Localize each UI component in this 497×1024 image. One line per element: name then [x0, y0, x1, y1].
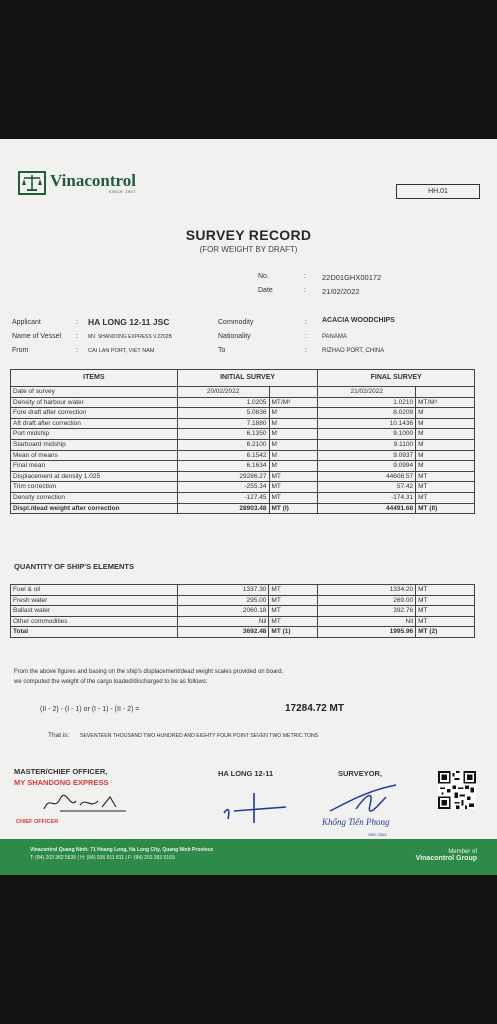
initial-value: 6.1350: [177, 429, 269, 440]
footer-member-line1: Member of: [448, 849, 477, 855]
table-header-row: [11, 370, 475, 387]
table-row: [11, 397, 475, 408]
final-unit: M: [416, 429, 475, 440]
row-item: Aft draft after correction: [11, 418, 178, 429]
statement-line-1: From the above figures and basing on the ship's displacement/dead weight scales provided on board,: [14, 669, 284, 675]
table-row: [11, 503, 475, 514]
from-label: From: [12, 347, 29, 354]
final-value: 269.00: [318, 595, 416, 606]
qr-code: [438, 771, 476, 809]
final-unit: MT (2): [416, 627, 475, 638]
final-unit: [416, 387, 475, 398]
commodity-value: ACACIA WOODCHIPS: [322, 317, 395, 324]
initial-unit: M: [269, 418, 318, 429]
initial-unit: MT/M³: [269, 397, 318, 408]
row-item: Fresh water: [11, 595, 178, 606]
row-item: Mean of means: [11, 450, 178, 461]
record-date: 21/02/2022: [322, 287, 360, 296]
final-unit: MT/M³: [416, 397, 475, 408]
final-value: 1334.20: [318, 585, 416, 596]
initial-value: 1.0205: [177, 397, 269, 408]
final-unit: MT: [416, 492, 475, 503]
brand-name: Vinacontrol: [50, 171, 136, 190]
final-value: 21/02/2022: [318, 387, 416, 398]
initial-unit: MT: [269, 616, 318, 627]
table-row: [11, 429, 475, 440]
table-row: [11, 471, 475, 482]
initial-value: 7.1880: [177, 418, 269, 429]
final-value: Nil: [318, 616, 416, 627]
brand-logo: [18, 171, 136, 195]
row-item: Port midship: [11, 429, 178, 440]
header-items: ITEMS: [11, 370, 178, 387]
final-value: 8.0209: [318, 408, 416, 419]
table-row: [11, 616, 475, 627]
row-item: Displacement at density 1.025: [11, 471, 178, 482]
row-item: Other commodities: [11, 616, 178, 627]
initial-value: Nil: [177, 616, 269, 627]
table-row: [11, 408, 475, 419]
surveyor-signature: [326, 783, 406, 815]
initial-value: 3692.48: [177, 627, 269, 638]
row-item: Density correction: [11, 492, 178, 503]
brand-since: SINCE 1957: [108, 189, 136, 194]
header-initial-survey: INITIAL SURVEY: [177, 370, 318, 387]
initial-value: 295.00: [177, 595, 269, 606]
initial-unit: M: [269, 408, 318, 419]
final-value: 392.76: [318, 606, 416, 617]
footer-member: [416, 849, 477, 862]
footer-member-line2: Vinacontrol Group: [415, 855, 477, 862]
final-value: 9.0937: [318, 450, 416, 461]
master-stamp: MY SHANDONG EXPRESS: [14, 778, 109, 787]
cargo-weight-result: 17284.72 MT: [285, 703, 344, 714]
row-item: Fore draft after correction: [11, 408, 178, 419]
table-row: [11, 461, 475, 472]
form-code: HH.01: [396, 184, 480, 199]
final-value: 10.1436: [318, 418, 416, 429]
initial-value: 5.0836: [177, 408, 269, 419]
footer-bar: [0, 839, 497, 875]
initial-value: 1337.30: [177, 585, 269, 596]
initial-value: 20/02/2022: [177, 387, 269, 398]
master-role: CHIEF OFFICER: [16, 819, 59, 825]
to-value: RIZHAO PORT, CHINA: [322, 348, 385, 354]
row-item: Trim correction: [11, 482, 178, 493]
table-row: [11, 627, 475, 638]
record-number: 22D01GHX00172: [322, 273, 382, 282]
row-item: Density of harbour water: [11, 397, 178, 408]
final-unit: MT (II): [416, 503, 475, 514]
final-unit: MT: [416, 585, 475, 596]
final-unit: MT: [416, 595, 475, 606]
nationality-label: Nationality: [218, 333, 251, 340]
row-item: Starboard midship: [11, 439, 178, 450]
vessel-value: MV. SHANDONG EXPRESS V.2202B: [88, 334, 172, 340]
footer-address: Vinacontrol Quang Ninh: 71 Hoang Long, Ha Long City, Quang Ninh Province: [30, 847, 214, 853]
footer-contacts: T: (84) 203 382 5635 | H: (84) 936 911 811 | F: (84) 203 383 6169: [30, 855, 175, 861]
final-unit: M: [416, 408, 475, 419]
initial-unit: MT: [269, 585, 318, 596]
final-value: 1995.96: [318, 627, 416, 638]
initial-value: 6.2100: [177, 439, 269, 450]
applicant-value: HA LONG 12-11 JSC: [88, 317, 170, 327]
final-unit: MT: [416, 471, 475, 482]
header-final-survey: FINAL SURVEY: [318, 370, 475, 387]
middle-signature: [220, 789, 290, 825]
final-value: -174.31: [318, 492, 416, 503]
initial-value: 28903.48: [177, 503, 269, 514]
final-unit: MT: [416, 616, 475, 627]
initial-unit: M: [269, 439, 318, 450]
initial-value: -255.34: [177, 482, 269, 493]
row-item: Final mean: [11, 461, 178, 472]
initial-unit: MT: [269, 606, 318, 617]
scales-icon: [18, 171, 46, 195]
table-row: [11, 387, 475, 398]
row-item: Date of survey: [11, 387, 178, 398]
vessel-label: Name of Vessel: [12, 333, 62, 340]
date-label: Date: [258, 287, 273, 294]
final-unit: M: [416, 418, 475, 429]
initial-unit: M: [269, 429, 318, 440]
section-title: QUANTITY OF SHIP'S ELEMENTS: [14, 562, 134, 571]
ship-elements-table: [10, 584, 475, 638]
initial-unit: M: [269, 450, 318, 461]
final-value: 44491.68: [318, 503, 416, 514]
master-signature: [40, 791, 130, 815]
applicant-label: Applicant: [12, 319, 41, 326]
final-unit: M: [416, 450, 475, 461]
final-value: 57.42: [318, 482, 416, 493]
initial-unit: MT (1): [269, 627, 318, 638]
table-row: [11, 439, 475, 450]
from-value: CAI LAN PORT, VIET NAM: [88, 348, 155, 354]
surveyor-code: VNC 0303: [368, 832, 387, 837]
document-subtitle: (FOR WEIGHT BY DRAFT): [199, 245, 298, 254]
table-row: [11, 482, 475, 493]
document-page: Vinacontrol SINCE 1957 HH.01 SURVEY RECORD (FOR WEIGHT BY DRAFT) No. : 22D01GHX00172 Date : 21/02/2022 Applicant : HA LONG 12-11 JSC Name of Vessel : MV. SHANDONG EXPRESS V.2202B From : CAI LAN PORT, VIET NAM Commodity : ACACIA WOODCHIPS Nationality : PANAMA To : RIZHAO PORT, CHINA ITEMS INITIAL SURVEY FINAL SURVEY Date of survey 20/02/2022 21/02/2022 Density of harbour water 1.0205 MT/M³ 1.0210 MT/M³ Fore draft after correction 5.0836 M 8.0209 M Aft draft after correction 7.1880 M 10.1436 M Port midship 6.1350 M 9.1000 M Starboard midship 6.2100 M 9.1100 M Mean of means 6.1542 M 9.0937 M Final mean 6.1634 M 9.0994 M Displacement at density 1.025 29286.27 MT 44608.57 MT Trim correction -255.34 MT 57.42 MT Density correction -127.45 MT -174.31 MT Displ./dead weight after correction 28903.48 MT (I) 44491.68 MT (II) QUANTITY OF SHIP'S ELEMENTS Fuel & oil 1337.30 MT 1334.20 MT Fresh water 295.00 MT 269.00 MT Ballast water 2060.18 MT 392.76 MT Other commodities Nil MT Nil MT Total 3692.48 MT (1) 1995.96 MT (2) From the above figures and basing on the ship's displacement/dead weight scales provided on board, we computed the weight of the cargo loaded/discharged to be as follows: (II - 2) - (I - 1) or (I - 1) - (II - 2) = 17284.72 MT That is: SEVENTEEN THOUSAND TWO HUNDRED AND EIGHTY FOUR POINT SEVEN TWO METRIC TONS MASTER/CHIEF OFFICER, MY SHANDONG EXPRESS CHIEF OFFICER HA LONG 12-11 SURVEYOR, Khổng Tiến Phong VNC 0303 Vinacontrol Quang Ninh: 71 Hoang Long, Ha Long City, Quang Ninh Province T: (84) 203 382 5635 | H: (84) 936 911 811 | F: (84) 203 383 6169 Member of Vinacontrol Group: [0, 139, 497, 875]
initial-value: 29286.27: [177, 471, 269, 482]
row-item: Total: [11, 627, 178, 638]
final-unit: MT: [416, 606, 475, 617]
final-unit: MT: [416, 482, 475, 493]
initial-unit: MT: [269, 492, 318, 503]
final-value: 9.0994: [318, 461, 416, 472]
table-row: [11, 418, 475, 429]
final-unit: M: [416, 461, 475, 472]
initial-value: 6.1542: [177, 450, 269, 461]
initial-unit: [269, 387, 318, 398]
initial-unit: M: [269, 461, 318, 472]
formula: (II - 2) - (I - 1) or (I - 1) - (II - 2) =: [40, 706, 140, 713]
document-title: SURVEY RECORD: [185, 227, 312, 243]
surveyor-name: Khổng Tiến Phong: [322, 817, 390, 827]
table-row: [11, 585, 475, 596]
initial-unit: MT: [269, 482, 318, 493]
master-label: MASTER/CHIEF OFFICER,: [14, 767, 108, 776]
final-value: 44608.57: [318, 471, 416, 482]
final-value: 9.1100: [318, 439, 416, 450]
final-value: 9.1000: [318, 429, 416, 440]
row-item: Fuel & oil: [11, 585, 178, 596]
table-row: [11, 606, 475, 617]
row-item: Ballast water: [11, 606, 178, 617]
table-row: [11, 492, 475, 503]
draft-survey-table: [10, 369, 475, 514]
nationality-value: PANAMA: [322, 334, 347, 340]
statement-text: [14, 667, 484, 687]
initial-unit: MT: [269, 471, 318, 482]
commodity-label: Commodity: [218, 319, 254, 326]
that-is-label: That is:: [48, 732, 70, 739]
initial-value: -127.45: [177, 492, 269, 503]
row-item: Displ./dead weight after correction: [11, 503, 178, 514]
table-row: [11, 450, 475, 461]
table-row: [11, 595, 475, 606]
final-unit: M: [416, 439, 475, 450]
to-label: To: [218, 347, 226, 354]
final-value: 1.0210: [318, 397, 416, 408]
initial-unit: MT: [269, 595, 318, 606]
middle-signatory: HA LONG 12-11: [218, 769, 274, 778]
initial-value: 6.1634: [177, 461, 269, 472]
initial-value: 2060.18: [177, 606, 269, 617]
initial-unit: MT (I): [269, 503, 318, 514]
that-is-value: SEVENTEEN THOUSAND TWO HUNDRED AND EIGHTY FOUR POINT SEVEN TWO METRIC TONS: [80, 733, 319, 739]
statement-line-2: we computed the weight of the cargo loaded/discharged to be as follows:: [14, 679, 208, 685]
no-label: No.: [258, 273, 269, 280]
surveyor-label: SURVEYOR,: [338, 769, 383, 778]
